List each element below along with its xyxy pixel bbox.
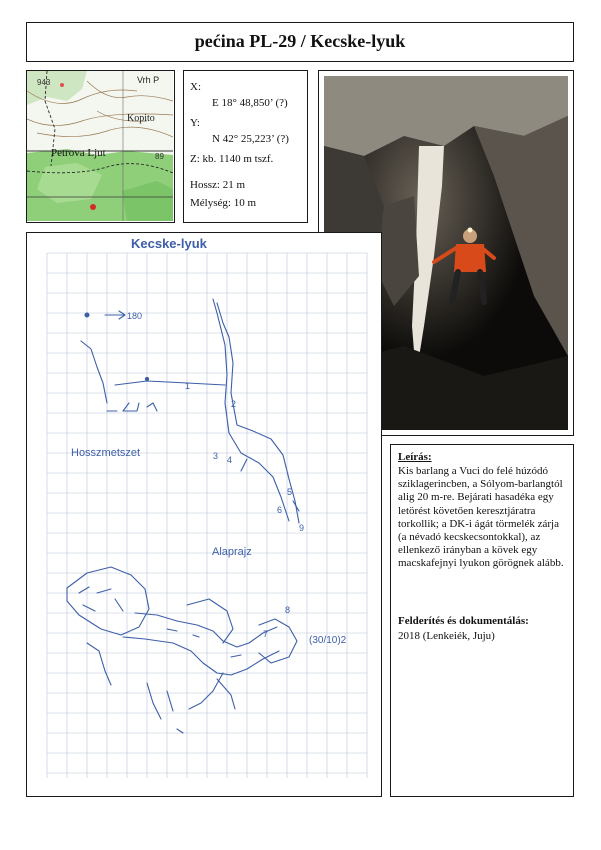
title-box bbox=[26, 22, 574, 62]
cave-depth: Mélység: 10 m bbox=[190, 197, 256, 209]
survey-drawing bbox=[27, 233, 380, 795]
plan-view-label: Alaprajz bbox=[212, 546, 252, 558]
plan-view bbox=[67, 567, 297, 733]
annotation-station: 8 bbox=[285, 605, 291, 615]
annotation-station: 6 bbox=[277, 505, 283, 515]
elevation: Z: kb. 1140 m tszf. bbox=[190, 153, 274, 165]
sketch-title: Kecske-lyuk bbox=[131, 236, 207, 251]
topo-map-drawing bbox=[27, 71, 173, 221]
y-value: N 42° 25,223’ (?) bbox=[212, 133, 289, 145]
map-label: Vrh P bbox=[137, 75, 160, 85]
page-title: pećina PL-29 / Kecske-lyuk bbox=[194, 31, 406, 51]
annotation-azimuth: 180 bbox=[127, 311, 143, 321]
coordinates-box bbox=[183, 70, 308, 223]
description-heading: Leírás: bbox=[398, 451, 432, 463]
cave-marker bbox=[90, 204, 96, 210]
annotation-station: 4 bbox=[227, 455, 233, 465]
exploration-heading: Felderítés és dokumentálás: bbox=[398, 615, 529, 627]
map-label: 89 bbox=[155, 152, 164, 161]
annotation-note: (30/10)2 bbox=[309, 635, 347, 646]
annotation-station: 3 bbox=[213, 451, 219, 461]
annotation-station: 5 bbox=[287, 487, 293, 497]
annotation-station: 2 bbox=[231, 399, 237, 409]
longitudinal-section bbox=[81, 299, 299, 523]
longitudinal-section-label: Hosszmetszet bbox=[71, 447, 141, 459]
grid bbox=[47, 253, 367, 778]
x-label: X: bbox=[190, 81, 201, 93]
map-label: 943 bbox=[37, 78, 51, 87]
annotation-station: 9 bbox=[299, 523, 305, 533]
description-box bbox=[390, 444, 574, 797]
topo-map bbox=[26, 70, 175, 223]
map-label: Kopito bbox=[127, 113, 155, 124]
sketch-annotations bbox=[127, 311, 347, 646]
x-value: E 18° 48,850’ (?) bbox=[212, 97, 288, 109]
y-label: Y: bbox=[190, 117, 200, 129]
map-label: Petrova Ljut bbox=[51, 147, 106, 159]
annotation-station: 1 bbox=[185, 381, 191, 391]
exploration-text: 2018 (Lenkeiék, Juju) bbox=[398, 630, 495, 642]
survey-sketch bbox=[26, 232, 382, 797]
annotation-station: 7 bbox=[263, 629, 269, 639]
description-text: Kis barlang a Vuci do felé húzódó sziklagerincben, a Sólyom-barlangtól alig 20 m-re. Bejárati hasadéka egy letörést követően keresztjáratra torkollik; a DK-i ágát törmelék zárja (a névadó kecskecsontokkal), az ellenkező irányban a kövek egy macskafejnyi lyukon görögnek alább. bbox=[398, 465, 564, 570]
cave-length: Hossz: 21 m bbox=[190, 179, 245, 191]
